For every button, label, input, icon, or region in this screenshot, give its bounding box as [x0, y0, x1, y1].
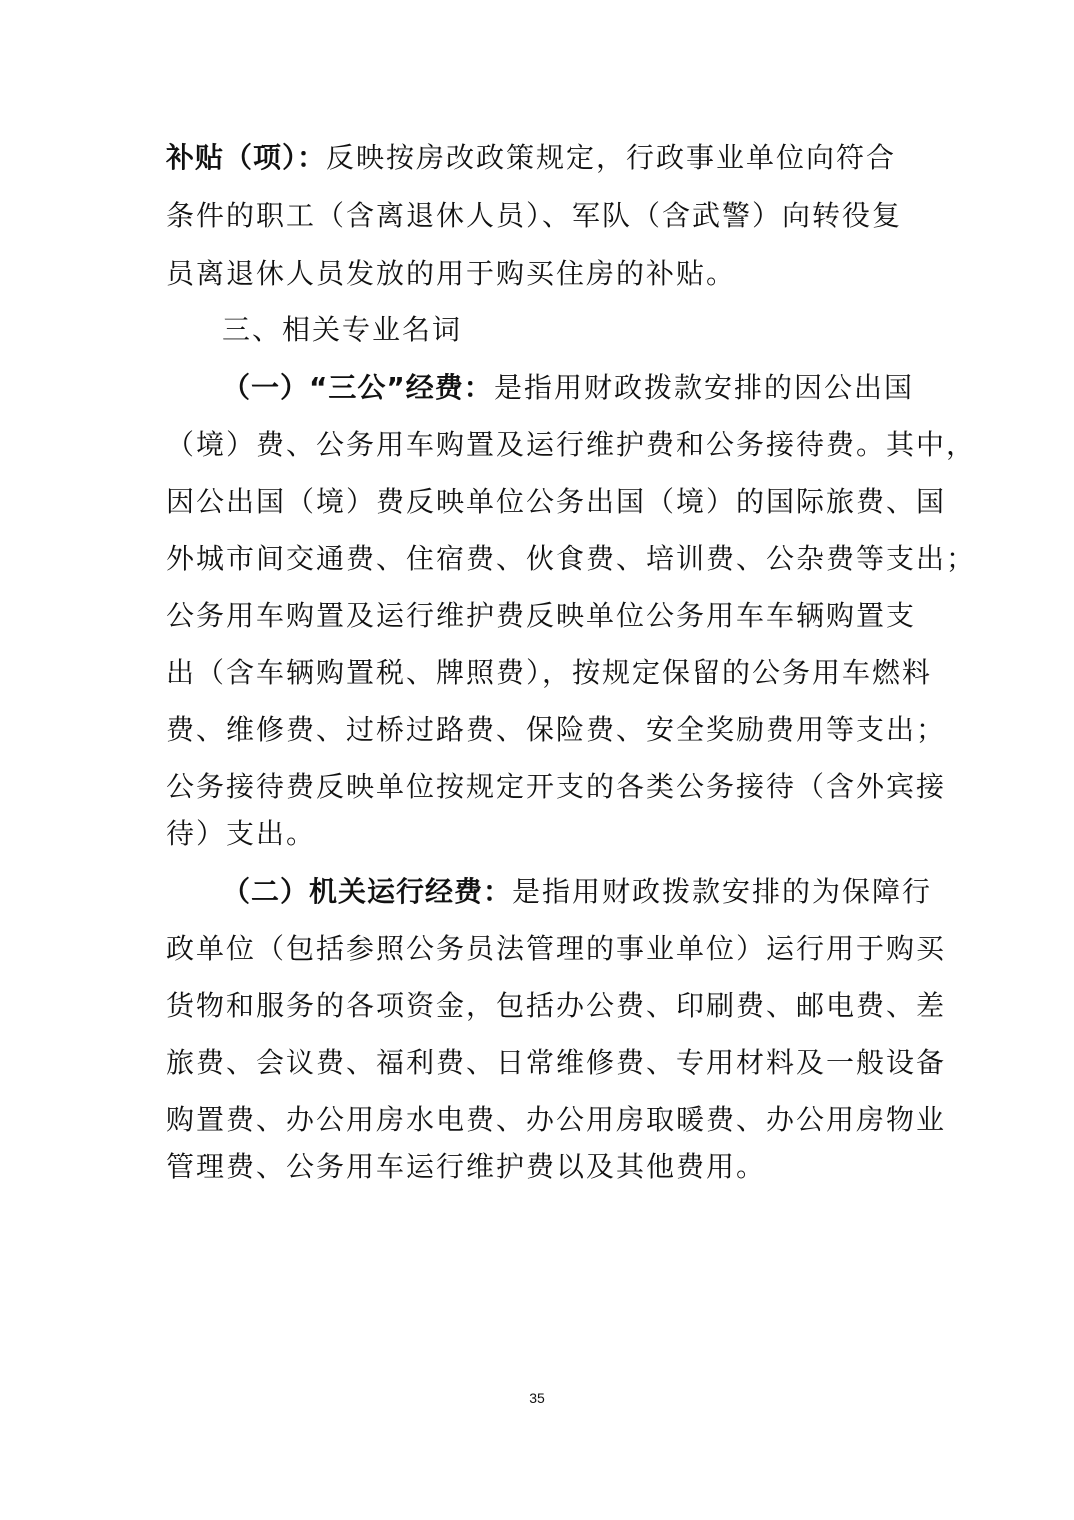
- paragraph-line: 费、维修费、过桥过路费、保险费、安全奖励费用等支出；: [166, 713, 947, 746]
- section-heading: 三、相关专业名词: [222, 313, 463, 346]
- paragraph-line: 管理费、公务用车运行维护费以及其他费用。: [166, 1150, 767, 1183]
- page-number: 35: [529, 1390, 545, 1406]
- paragraph-line: 政单位（包括参照公务员法管理的事业单位）运行用于购买: [166, 932, 947, 965]
- paragraph-line: [166, 130, 914, 186]
- line-text: 是指用财政拨款安排的为保障行: [512, 875, 933, 908]
- paragraph-line: 因公出国（境）费反映单位公务出国（境）的国际旅费、国: [166, 485, 947, 518]
- paragraph-line: [222, 864, 933, 920]
- term-label: 补贴（项）：: [166, 141, 327, 174]
- paragraph-line: 出（含车辆购置税、牌照费），按规定保留的公务用车燃料: [166, 656, 933, 689]
- paragraph-line: 公务接待费反映单位按规定开支的各类公务接待（含外宾接: [166, 770, 947, 803]
- paragraph-line: 外城市间交通费、住宿费、伙食费、培训费、公杂费等支出；: [166, 542, 977, 575]
- term-label: （二）机关运行经费：: [222, 875, 513, 908]
- line-text: 反映按房改政策规定，行政事业单位向符合: [326, 141, 897, 174]
- paragraph-line: 员离退休人员发放的用于购买住房的补贴。: [166, 257, 737, 290]
- paragraph-line: [222, 360, 914, 416]
- paragraph-line: 待）支出。: [166, 817, 317, 850]
- paragraph-line: 货物和服务的各项资金，包括办公费、印刷费、邮电费、差: [166, 989, 947, 1022]
- paragraph-line: 条件的职工（含离退休人员）、军队（含武警）向转役复: [166, 199, 903, 232]
- paragraph-line: 公务用车购置及运行维护费反映单位公务用车车辆购置支: [166, 599, 917, 632]
- term-label: （一）“三公”经费：: [222, 371, 493, 404]
- paragraph-line: 旅费、会议费、福利费、日常维修费、专用材料及一般设备: [166, 1046, 947, 1079]
- paragraph-line: （境）费、公务用车购置及运行维护费和公务接待费。其中，: [166, 428, 977, 461]
- line-text: 是指用财政拨款安排的因公出国: [493, 371, 914, 404]
- paragraph-line: 购置费、办公用房水电费、办公用房取暖费、办公用房物业: [166, 1103, 947, 1136]
